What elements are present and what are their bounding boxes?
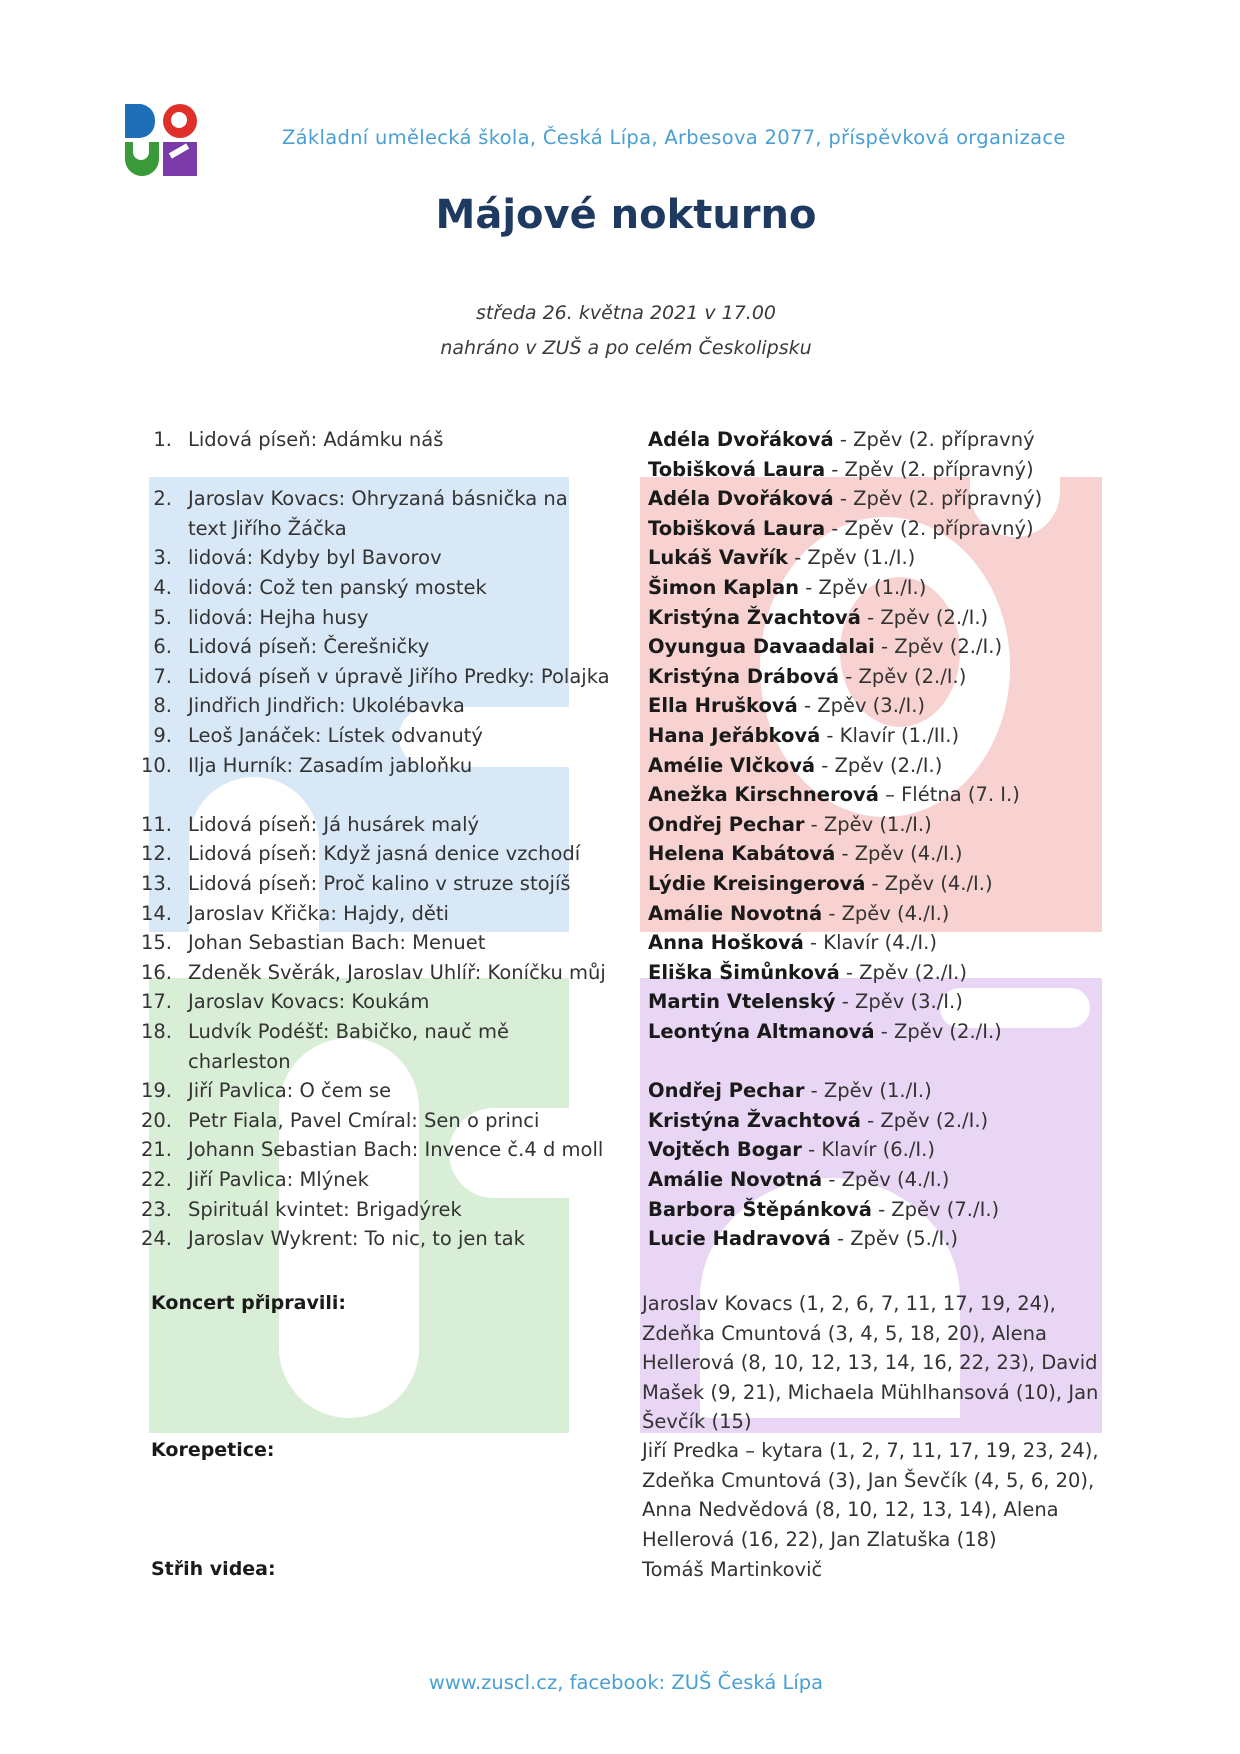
credit-line: Zdeňka Cmuntová (3, 4, 5, 18, 20), Alena [642,1321,1047,1345]
performer-name: Anežka Kirschnerová [648,783,879,807]
program-number: 22. [140,1168,172,1191]
credit-label: Koncert připravili: [151,1292,346,1314]
program-performer [648,694,1118,717]
program-number: 18. [140,1020,172,1043]
program-number: 9. [153,724,172,747]
program-number: 3. [153,546,172,570]
credit-line: Mašek (9, 21), Michaela Mühlhansová (10), Jan [642,1380,1099,1404]
performer-name: Leontýna Altmanová [648,1020,875,1043]
program-performer [648,754,1118,777]
performer-detail: - Klavír (4./I.) [803,931,937,955]
performer-name: Vojtěch Bogar [648,1138,802,1162]
performer-detail: - Zpěv (4./I.) [822,1168,950,1191]
performer-detail: - Klavír (6./I.) [801,1138,935,1162]
performer-name: Lukáš Vavřík [648,546,788,570]
program-number: 10. [140,753,172,777]
program-row [0,428,1240,458]
program-performer [648,546,1118,569]
program-piece: Leoš Janáček: Lístek odvanutý [188,724,483,747]
program-performer [648,487,1118,510]
program-row [0,961,1240,991]
program-number: 6. [153,635,172,659]
program-performer [648,606,1118,629]
performer-detail: - Zpěv (1./I.) [804,1079,932,1103]
credit-value [642,1555,1132,1585]
program-row [0,1138,1240,1168]
program-piece: Lidová píseň v úpravě Jiřího Predky: Polajka [188,664,610,688]
program-number: 15. [140,931,172,955]
program-number: 4. [153,576,172,599]
program-row [0,842,1240,872]
performer-detail: - Zpěv (2. přípravný) [833,487,1043,511]
program-number: 24. [140,1227,172,1251]
program-row [0,1227,1240,1257]
program-performer [648,1138,1118,1161]
program-performer [648,517,1118,540]
performer-detail: - Zpěv (2./I.) [839,664,967,688]
performer-name: Amálie Novotná [648,901,823,925]
program-number: 5. [153,605,172,629]
performer-name: Lýdie Kreisingerová [648,872,866,895]
performer-name: Ondřej Pechar [648,812,805,836]
performer-detail: - Zpěv (1./I.) [804,812,932,836]
credit-line: Jaroslav Kovacs (1, 2, 6, 7, 11, 17, 19, 24), [642,1292,1056,1315]
performer-detail: - Zpěv (3./I.) [797,694,926,718]
program-performer [648,1168,1118,1191]
place-line: nahráno v ZUŠ a po celém Českolipsku [440,337,812,359]
program-number: 21. [140,1138,172,1162]
program-piece: Lidová píseň: Čerešničky [188,635,430,659]
program-piece: Johann Sebastian Bach: Invence č.4 d moll [188,1138,604,1162]
credit-line: Ševčík (15) [642,1410,752,1434]
program-piece: Ilja Hurník: Zasadím jabloňku [188,753,473,777]
program-performer [648,1079,1118,1102]
program-performer [648,990,1118,1013]
performer-detail: - Zpěv (4./I.) [835,842,963,866]
performer-name: Kristýna Drábová [648,664,840,688]
credit-line: Zdeňka Cmuntová (3), Jan Ševčík (4, 5, 6, 20), [642,1468,1095,1492]
performer-name: Oyungua Davaadalai [648,635,875,659]
program-number: 23. [140,1197,172,1221]
program-performer [648,724,1118,747]
program-row [0,665,1240,695]
school-logo [125,104,197,176]
program-number: 14. [140,901,172,925]
performer-detail: - Zpěv (2./I.) [860,1108,989,1132]
date-line: středa 26. května 2021 v 17.00 [475,302,777,324]
program-piece: lidová: Což ten panský mostek [188,576,487,599]
program-performer [648,428,1118,451]
program-row [0,1050,1240,1080]
performer-detail: - Zpěv (7./I.) [871,1197,1000,1221]
program-row [0,990,1240,1020]
performer-detail: - Zpěv (4./I.) [822,901,950,925]
performer-detail: – Flétna (7. I.) [878,783,1020,807]
program-piece: Jaroslav Kovacs: Ohryzaná básnička na [188,487,568,511]
program-row [0,1020,1240,1050]
program-row [0,694,1240,724]
program-row [0,1198,1240,1228]
program-piece: Lidová píseň: Proč kalino v struze stojíš [188,872,571,895]
program-piece: Lidová píseň: Já husárek malý [188,812,480,836]
program-row [0,724,1240,754]
program-number: 17. [140,990,172,1014]
program-row [0,902,1240,932]
program-piece: Zdeněk Svěrák, Jaroslav Uhlíř: Koníčku můj [188,960,606,984]
performer-detail: - Zpěv (2./I.) [874,1020,1002,1043]
program-piece: Jaroslav Křička: Hajdy, děti [188,901,449,925]
program-performer [648,1227,1118,1250]
program-piece: Petr Fiala, Pavel Cmíral: Sen o princi [188,1108,540,1132]
program-performer [648,635,1118,658]
credit-line: Jiří Predka – kytara (1, 2, 7, 11, 17, 19, 23, 24), [642,1439,1099,1462]
performer-name: Martin Vtelenský [648,990,836,1014]
program-performer [648,458,1118,481]
program-performer [648,931,1118,954]
performer-detail: - Zpěv (2./I.) [860,605,989,629]
program-piece: Ludvík Podéšť: Babičko, nauč mě [188,1020,509,1043]
program-number: 16. [140,960,172,984]
performer-detail: - Klavír (1./II.) [820,724,960,747]
program-performer [648,1198,1118,1221]
performer-name: Ella Hrušková [648,694,798,718]
performer-name: Tobišková Laura [648,516,826,540]
program-number: 12. [140,842,172,866]
program-row [0,813,1240,843]
performer-detail: - Zpěv (2./I.) [874,635,1003,659]
program-row [0,783,1240,813]
performer-detail: - Zpěv (5./I.) [830,1227,959,1251]
credit-value [642,1289,1132,1437]
credit-label: Korepetice: [151,1439,275,1461]
program-piece: Jiří Pavlica: O čem se [188,1079,392,1103]
credit-label: Střih videa: [151,1558,276,1580]
program-piece: lidová: Hejha husy [188,605,369,629]
program-number: 20. [140,1108,172,1132]
school-name: Základní umělecká škola, Česká Lípa, Arbesova 2077, příspěvková organizace [282,126,1066,149]
page-title: Májové nokturno [435,192,817,238]
program-number: 8. [153,694,172,718]
performer-detail: - Zpěv (2./I.) [815,753,943,777]
program-performer [648,842,1118,865]
program-number: 2. [153,487,172,511]
credit-line: Anna Nedvědová (8, 10, 12, 13, 14), Alena [642,1498,1059,1522]
performer-detail: - Zpěv (4./I.) [865,872,993,895]
program-piece: Johan Sebastian Bach: Menuet [188,931,486,955]
program-number: 11. [140,812,172,836]
program-row [0,458,1240,488]
program-piece: Jiří Pavlica: Mlýnek [188,1168,369,1191]
performer-name: Lucie Hadravová [648,1227,831,1251]
performer-name: Anna Hošková [648,931,804,955]
program-row [0,1168,1240,1198]
footer-links: www.zuscl.cz, facebook: ZUŠ Česká Lípa [428,1671,824,1694]
program-piece: charleston [188,1049,291,1073]
performer-name: Amálie Novotná [648,1168,823,1191]
program-performer [648,902,1118,925]
performer-name: Adéla Dvořáková [648,487,834,511]
performer-name: Helena Kabátová [648,842,836,866]
program-row [0,487,1240,517]
program-piece: Jaroslav Kovacs: Koukám [188,990,430,1014]
program-performer [648,576,1118,599]
program-row [0,872,1240,902]
performer-detail: - Zpěv (2. přípravný [833,428,1035,451]
program-row [0,931,1240,961]
program-piece: Spirituál kvintet: Brigadýrek [188,1197,462,1221]
program-performer [648,1020,1118,1043]
performer-name: Barbora Štěpánková [648,1197,872,1221]
program-performer [648,783,1118,806]
program-number: 19. [140,1079,172,1103]
program-piece: text Jiřího Žáčka [188,516,347,540]
program-number: 13. [140,872,172,895]
performer-detail: - Zpěv (1./I.) [788,546,916,570]
performer-name: Eliška Šimůnková [648,960,840,984]
program-performer [648,813,1118,836]
performer-name: Ondřej Pechar [648,1079,805,1103]
performer-name: Adéla Dvořáková [648,428,834,451]
program-row [0,1109,1240,1139]
performer-name: Kristýna Žvachtová [648,605,861,629]
program-piece: Jindřich Jindřich: Ukolébavka [188,694,465,718]
program-row [0,754,1240,784]
performer-name: Hana Jeřábková [648,724,821,747]
performer-name: Tobišková Laura [648,457,826,481]
program-performer [648,872,1118,895]
credit-line: Hellerová (16, 22), Jan Zlatuška (18) [642,1527,997,1551]
program-performer [648,1109,1118,1132]
performer-detail: - Zpěv (2. přípravný) [825,457,1034,481]
program-row [0,1079,1240,1109]
program-number: 7. [153,664,172,688]
credit-value [642,1436,1132,1554]
performer-detail: - Zpěv (2./I.) [839,960,967,984]
program-row [0,576,1240,606]
program-piece: Lidová píseň: Adámku náš [188,428,444,451]
program-piece: Jaroslav Wykrent: To nic, to jen tak [188,1227,525,1251]
program-number: 1. [153,428,172,451]
program-piece: lidová: Kdyby byl Bavorov [188,546,442,570]
credit-line: Hellerová (8, 10, 12, 13, 14, 16, 22, 23), David [642,1351,1098,1375]
performer-detail: - Zpěv (3./I.) [835,990,963,1014]
program-performer [648,665,1118,688]
performer-detail: - Zpěv (2. přípravný) [825,516,1034,540]
program-row [0,517,1240,547]
program-row [0,606,1240,636]
performer-detail: - Zpěv (1./I.) [799,576,927,599]
credit-line: Tomáš Martinkovič [642,1558,823,1581]
performer-name: Kristýna Žvachtová [648,1108,861,1132]
program-piece: Lidová píseň: Když jasná denice vzchodí [188,842,581,866]
performer-name: Amélie Vlčková [648,753,816,777]
program-row [0,635,1240,665]
program-row [0,546,1240,576]
program-performer [648,961,1118,984]
performer-name: Šimon Kaplan [648,576,800,599]
